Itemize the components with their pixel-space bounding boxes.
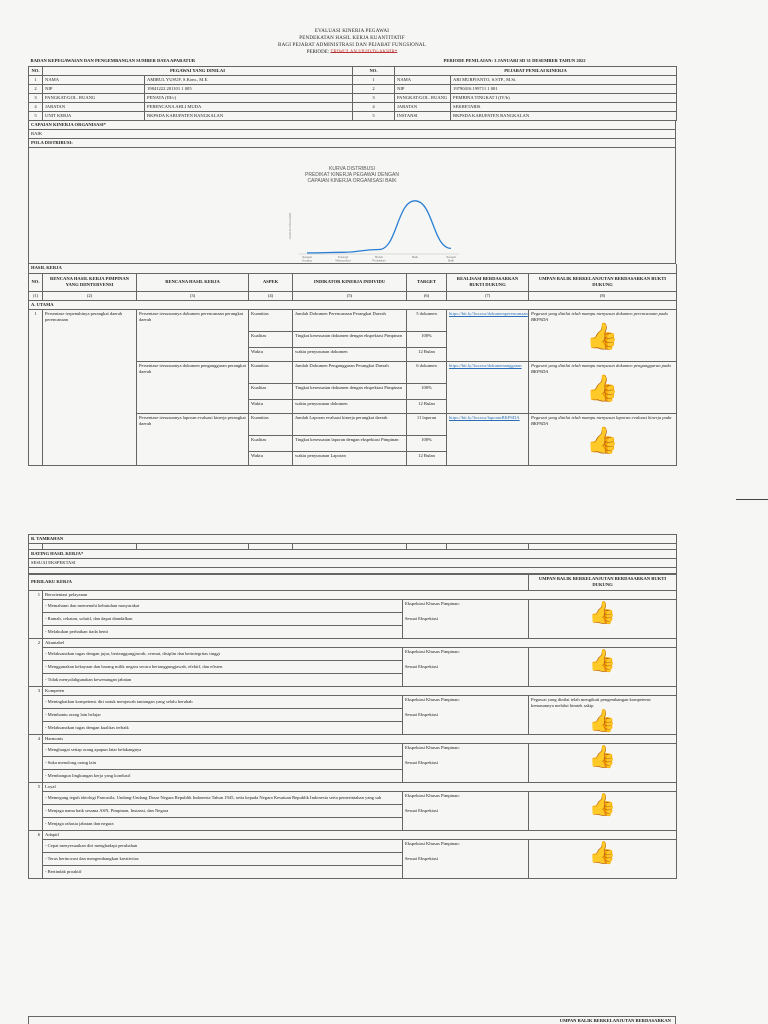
work-col-number: (7) (447, 291, 529, 300)
behavior-point: - Menggunakan kekayaan dan barang milik negara secara bertanggungjawab, efektif, dan efisien (43, 660, 403, 673)
behavior-point: - Memegang teguh ideologi Pancasila, Undang-Undang Dasar Negara Republik Indonesia Tahun 1945, setia kepada Negara Kesatuan Republik Indonesia serta pemerintahan yang sah (43, 791, 403, 804)
expectation-value: Sesuai Ekspektasi (405, 807, 439, 813)
info-label-2: INSTANSI (395, 111, 451, 120)
assessment-period: PERIODE PENILAIAN: 3 JANUARI SD 31 DESEMBER TAHUN 2022 (353, 57, 677, 66)
work-target: 12 Bulan (407, 399, 447, 413)
work-realization (447, 309, 529, 361)
agency-name: BADAN KEPEGAWAIAN DAN PENGEMBANGAN SUMBER DAYA APARATUR (29, 57, 353, 66)
chart-y-label: JUMLAH PEGAWAI (288, 212, 292, 240)
evaluation-sheet (28, 0, 676, 879)
chart-tick-label: Kurang/ Misconduct (335, 255, 351, 263)
behavior-name: Loyal (43, 782, 677, 791)
work-target: 100% (407, 331, 447, 347)
work-results-table (28, 264, 677, 466)
evidence-link[interactable]: https://bit.ly/3xxxxx/dokumenanggaran (449, 362, 522, 368)
behavior-no (29, 830, 43, 878)
behavior-point: - Ramah, cekatan, solutif, dan dapat diandalkan (43, 612, 403, 625)
work-aspect: Kualitas (249, 331, 293, 347)
behavior-point-row (29, 743, 677, 756)
feedback-text: Pegawai yang dinilai telah mampu menyusun laporan evaluasi kinerja pada BKPSDA (531, 414, 672, 426)
behavior-no (29, 734, 43, 782)
info-no: 1 (29, 75, 43, 84)
work-indicator: Tingkat kesesuaian dokumen dengan ekspektasi Pimpinan (293, 331, 407, 347)
work-feedback (529, 361, 677, 413)
info-no-2: 1 (353, 75, 395, 84)
info-value: PENATA (III/c) (145, 93, 353, 102)
info-no: 5 (29, 111, 43, 120)
info-row (29, 111, 677, 120)
behavior-name: Berorientasi pelayanan (43, 590, 677, 599)
behavior-feedback (529, 839, 677, 878)
work-target: 12 Bulan (407, 451, 447, 465)
info-label: PANGKAT/GOL. RUANG (43, 93, 145, 102)
behavior-item-header (29, 830, 677, 839)
info-value-2: SEKRETARIS (451, 102, 677, 111)
info-no-2: 5 (353, 111, 395, 120)
behavior-point-row (29, 647, 677, 660)
info-row (29, 93, 677, 102)
expectation-label: Ekspektasi Khusus Pimpinan: (405, 744, 460, 750)
info-value-2: PEMBINA TINGKAT I (IV/b) (451, 93, 677, 102)
work-main-no: 1 (29, 309, 43, 465)
info-row (29, 75, 677, 84)
work-aspect: Kuantitas (249, 309, 293, 331)
info-value: BKPSDA KABUPATEN BANGKALAN (145, 111, 353, 120)
next-page-fragment (28, 1016, 676, 1024)
behavior-point: - Melaksanakan tugas dengan kualitas terbaik (43, 721, 403, 734)
work-results-title: HASIL KERJA (29, 264, 677, 273)
behavior-expectation (403, 743, 529, 782)
behavior-point-row (29, 695, 677, 708)
behavior-item-header (29, 590, 677, 599)
chart-tick-label: Butuh Perbaikan (372, 255, 386, 263)
info-no-2: 4 (353, 102, 395, 111)
info-no-2: 3 (353, 93, 395, 102)
work-header: NO. (29, 273, 43, 291)
document-header (28, 0, 676, 49)
info-value-2: 19790416 199711 1 001 (451, 84, 677, 93)
work-col-number: (8) (529, 291, 677, 300)
behavior-expectation (403, 695, 529, 734)
behavior-no (29, 590, 43, 638)
work-aspect: Kuantitas (249, 361, 293, 383)
behavior-expectation (403, 599, 529, 638)
work-indicator: waktu penyusunan dokumen (293, 347, 407, 361)
behavior-point: - Meningkatkan kompetensi diri untuk menjawab tantangan yang selalu berubah (43, 695, 403, 708)
info-label: NIP (43, 84, 145, 93)
work-header: TARGET (407, 273, 447, 291)
work-header: REALISASI BERDASARKAN BUKTI DUKUNG (447, 273, 529, 291)
col-no: NO. (29, 66, 43, 75)
work-target: 5 dokumen (407, 309, 447, 331)
expectation-label: Ekspektasi Khusus Pimpinan: (405, 840, 460, 846)
work-aspect: Kuantitas (249, 413, 293, 435)
expectation-value: Sesuai Ekspektasi (405, 855, 439, 861)
info-no: 2 (29, 84, 43, 93)
feedback-text: Pegawai yang dinilai telah mampu menyusun dokumen penganggaran pada BKPSDA (531, 362, 671, 374)
header-line-3: BAGI PEJABAT ADMINISTRASI DAN PEJABAT FUNGSIONAL (278, 43, 426, 48)
behavior-point: - Terus berinovasi dan mengembangkan kreativitas (43, 852, 403, 865)
behavior-point: - Menghargai setiap orang apapun latar belakangnya (43, 743, 403, 756)
behavior-expectation (403, 839, 529, 878)
info-label: NAMA (43, 75, 145, 84)
behavior-no-text: 5 (37, 783, 40, 789)
behavior-feedback (529, 647, 677, 686)
expectation-value: Sesuai Ekspektasi (405, 711, 439, 717)
behavior-point: - Membantu orang lain belajar (43, 708, 403, 721)
work-header: RENCANA HASIL KERJA PIMPINAN YANG DIINTERVENSI (43, 273, 137, 291)
work-col-number: (5) (293, 291, 407, 300)
rating-title: RATING HASIL KERJA* (29, 549, 677, 558)
behavior-no-text: 6 (37, 831, 40, 837)
header-line-2: PENDEKATAN HASIL KERJA KUANTITATIF (299, 36, 405, 41)
work-header: UMPAN BALIK BERKELANJUTAN BERDASARKAN BUKTI DUKUNG (529, 273, 677, 291)
header-line-1: EVALUASI KINERJA PEGAWAI (314, 29, 390, 34)
info-value: PERENCANA AHLI MUDA (145, 102, 353, 111)
behavior-point: - Tidak menyalahgunakan kewenangan jabatan (43, 673, 403, 686)
work-col-number: (6) (407, 291, 447, 300)
behavior-item-header (29, 686, 677, 695)
rating-value: SESUAI EKSPEKTASI (29, 558, 677, 567)
work-aspect: Waktu (249, 399, 293, 413)
expectation-label: Ekspektasi Khusus Pimpinan: (405, 600, 460, 606)
work-col-number: (4) (249, 291, 293, 300)
behavior-point: - Melaksanakan tugas dengan jujur, bertanggungjawab, cermat, disiplin dan berintegritas tinggi (43, 647, 403, 660)
behavior-point: - Membangun lingkungan kerja yang kondusif (43, 769, 403, 782)
work-target: 100% (407, 383, 447, 399)
behavior-no-text: 4 (37, 735, 40, 741)
col-assessor: PEJABAT PENILAI KINERJA (395, 66, 677, 75)
behavior-title: PERILAKU KERJA (29, 574, 529, 590)
org-performance-table (28, 121, 676, 265)
evidence-link[interactable]: https://bit.ly/3xxxxx/laporanBKPSDA (449, 414, 520, 420)
thumbs-up-icon: 👍 (588, 743, 617, 769)
work-indicator: Jumlah Dokumen Penganggaran Perangkat Daerah (293, 361, 407, 383)
behavior-point: - Suka menolong orang lain (43, 756, 403, 769)
thumbs-up-icon: 👍 (588, 707, 617, 733)
info-label-2: NAMA (395, 75, 451, 84)
expectation-value: Sesuai Ekspektasi (405, 615, 439, 621)
expectation-label: Ekspektasi Khusus Pimpinan: (405, 696, 460, 702)
info-table (28, 57, 677, 121)
info-label-2: JABATAN (395, 102, 451, 111)
work-header: RENCANA HASIL KERJA (137, 273, 249, 291)
behavior-item-header (29, 638, 677, 647)
chart-title-line-1: KURVA DISTRIBUSI (329, 166, 375, 172)
behavior-no-text: 3 (37, 687, 40, 693)
thumbs-up-icon: 👍 (586, 425, 619, 455)
thumbs-up-icon: 👍 (588, 839, 617, 865)
behavior-point-row (29, 791, 677, 804)
period-label: PERIODE: (306, 50, 330, 55)
behavior-no-text: 1 (37, 591, 40, 597)
info-label-2: PANGKAT/GOL. RUANG (395, 93, 451, 102)
behavior-feedback-header: UMPAN BALIK BERKELANJUTAN BERDASARKAN BUKTI DUKUNG (529, 574, 677, 590)
work-leader-plan: Persentase terpenuhinya perangkat daerah perencanaan (43, 309, 137, 465)
org-performance-value: BAIK (29, 130, 676, 139)
expectation-label: Ekspektasi Khusus Pimpinan: (405, 648, 460, 654)
behavior-no (29, 638, 43, 686)
section-a-title: A. UTAMA (29, 300, 677, 309)
behavior-name: Harmonis (43, 734, 677, 743)
work-target: 100% (407, 435, 447, 451)
info-value-2: ARI MURFIANTO, S.STP., M.Si. (451, 75, 677, 84)
info-no: 3 (29, 93, 43, 102)
info-value: 19841222 201101 1 005 (145, 84, 353, 93)
thumbs-up-icon: 👍 (588, 647, 617, 673)
behavior-feedback-text: Pegawai yang dinilai telah mengikuti pengembangan kompetensi kemasannya melalui bimtek sakip (531, 696, 651, 708)
behavior-feedback (529, 695, 677, 734)
feedback-text: Pegawai yang dinilai telah mampu menyusun dokumen perencanaan pada BKPSDA (531, 310, 668, 322)
work-col-number: (1) (29, 291, 43, 300)
work-plan: Persentase tersusunnya dokumen perencanaan perangkat daerah (137, 309, 249, 361)
distribution-title: POLA DISTRIBUSI: (29, 139, 676, 148)
chart-tick-label: Baik (412, 255, 418, 259)
work-aspect: Waktu (249, 347, 293, 361)
thumbs-up-icon: 👍 (586, 373, 619, 403)
edge-mark (736, 499, 768, 500)
work-col-number: (3) (137, 291, 249, 300)
work-indicator: Tingkat kesesuaian dokumen dengan ekspektasi Pimpinan (293, 383, 407, 399)
work-target: 6 dokumen (407, 361, 447, 383)
work-aspect: Kualitas (249, 435, 293, 451)
info-value: AMIRUL YUSUF, S.Kom., M.E. (145, 75, 353, 84)
behavior-point: - Bertindak proaktif (43, 865, 403, 878)
work-indicator: Tingkat kesesuaian laporan dengan ekspektasi Pimpinan (293, 435, 407, 451)
info-label-2: NIP (395, 84, 451, 93)
period-line (28, 50, 676, 55)
behavior-expectation (403, 647, 529, 686)
behavior-point: - Menjaga nama baik sesama ASN, Pimpinan, Instansi, dan Negara (43, 804, 403, 817)
work-feedback (529, 309, 677, 361)
work-indicator: waktu penyusunan Laporan (293, 451, 407, 465)
behavior-name: Kompeten (43, 686, 677, 695)
info-value-2: BKPSDA KABUPATEN BANGKALAN (451, 111, 677, 120)
work-indicator: Jumlah Dokumen Perencanaan Perangkat Daerah (293, 309, 407, 331)
next-page-header: UMPAN BALIK BERKELANJUTAN BERDASARKAN (559, 1018, 671, 1023)
thumbs-up-icon: 👍 (588, 599, 617, 625)
work-row (29, 309, 677, 331)
work-realization (447, 413, 529, 465)
col-no-2: NO. (353, 66, 395, 75)
behavior-no (29, 782, 43, 830)
info-no: 4 (29, 102, 43, 111)
chart-title-line-2: PREDIKAT KINERJA PEGAWAI DENGAN (305, 172, 399, 178)
work-feedback (529, 413, 677, 465)
work-plan: Persentase tersusunnya laporan evaluasi kinerja perangkat daerah (137, 413, 249, 465)
behavior-expectation (403, 791, 529, 830)
behavior-name: Adaptif (43, 830, 677, 839)
info-label: UNIT KERJA (43, 111, 145, 120)
info-row (29, 102, 677, 111)
expectation-label: Ekspektasi Khusus Pimpinan: (405, 792, 460, 798)
expectation-value: Sesuai Ekspektasi (405, 759, 439, 765)
thumbs-up-icon: 👍 (586, 321, 619, 351)
evidence-link[interactable]: https://bit.ly/3xxxxx/dokumenperencanaan (449, 310, 528, 316)
chart-tick-label: Sangat Baik (446, 255, 456, 263)
behavior-item-header (29, 734, 677, 743)
info-row (29, 84, 677, 93)
behavior-point: - Cepat menyesuaikan diri menghadapi perubahan (43, 839, 403, 852)
work-indicator: Jumlah Laporan evaluasi kinerja perangkat daerah (293, 413, 407, 435)
work-realization (447, 361, 529, 413)
distribution-curve (307, 201, 451, 253)
info-label: JABATAN (43, 102, 145, 111)
behavior-item-header (29, 782, 677, 791)
work-target: 12 Bulan (407, 347, 447, 361)
work-indicator: waktu penyusunan dokumen (293, 399, 407, 413)
work-header: INDIKATOR KINERJA INDIVIDU (293, 273, 407, 291)
behavior-point-row (29, 839, 677, 852)
behavior-point: - Menjaga rahasia jabatan dan negara (43, 817, 403, 830)
expectation-value: Sesuai Ekspektasi (405, 663, 439, 669)
work-plan: Persentase tersusunnya dokumen penganggaran perangkat daerah (137, 361, 249, 413)
behavior-name: Akuntabel (43, 638, 677, 647)
work-header: ASPEK (249, 273, 293, 291)
info-no-2: 2 (353, 84, 395, 93)
behavior-point: - Memahami dan memenuhi kebutuhan masyarakat (43, 599, 403, 612)
org-performance-title: CAPAIAN KINERJA ORGANISASI* (29, 121, 676, 130)
work-col-number: (2) (43, 291, 137, 300)
behavior-feedback (529, 791, 677, 830)
behavior-no (29, 686, 43, 734)
behavior-table (28, 574, 677, 879)
distribution-chart (29, 148, 673, 263)
behavior-point: - Melakukan perbaikan tiada henti (43, 625, 403, 638)
chart-tick-label: Sangat Kurang (302, 255, 312, 263)
period-struck: TRIWULAN I/II/III/IV-AKHIR* (330, 50, 398, 55)
behavior-feedback (529, 743, 677, 782)
section-b-title: B. TAMBAHAN (29, 534, 677, 543)
behavior-point-row (29, 599, 677, 612)
work-aspect: Kualitas (249, 383, 293, 399)
behavior-feedback (529, 599, 677, 638)
extra-table (28, 534, 677, 574)
work-target: 11 laporan (407, 413, 447, 435)
chart-title-line-3: CAPAIAN KINERJA ORGANISASI BAIK (307, 178, 397, 184)
thumbs-up-icon: 👍 (588, 791, 617, 817)
work-aspect: Waktu (249, 451, 293, 465)
distribution-chart-cell (29, 148, 676, 264)
col-assessed: PEGAWAI YANG DINILAI (43, 66, 353, 75)
behavior-no-text: 2 (37, 639, 40, 645)
